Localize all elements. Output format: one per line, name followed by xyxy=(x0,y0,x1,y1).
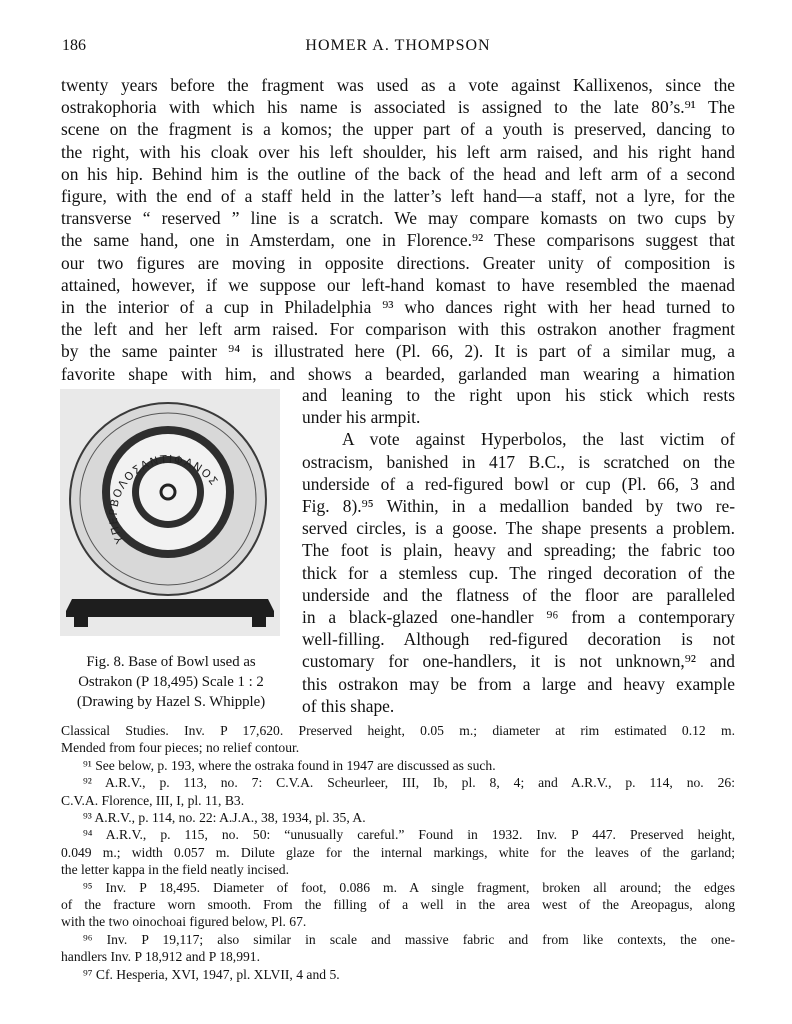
column-line: Fig. 8).⁹⁵ Within, in a medallion banded by two re- xyxy=(302,496,735,517)
footnote-91: ⁹¹ See below, p. 193, where the ostraka found in 1947 are discussed as such. xyxy=(83,757,496,773)
footnote-line: Classical Studies. Inv. P 17,620. Preserved height, 0.05 m.; diameter at rim estimated 0.12 m. xyxy=(61,723,735,738)
body-line: ostrakophoria with which his name is associated is assigned to the late 80’s.⁹¹ The xyxy=(61,97,735,118)
caption-line: Fig. 8. Base of Bowl used as xyxy=(86,654,256,670)
footnote-line: 0.049 m.; width 0.057 m. Dilute glaze for the internal markings, white for the leaves of the garland; xyxy=(61,844,735,860)
body-line: twenty years before the fragment was used as a vote against Kallixenos, since the xyxy=(61,75,735,95)
footnotes xyxy=(61,722,735,983)
body-line: in the interior of a cup in Philadelphia ⁹³ who dances right with her head turned to xyxy=(61,297,735,318)
column-line: The foot is plain, heavy and spreading; the fabric too xyxy=(302,540,735,561)
column-line: A vote against Hyperbolos, the last victim of xyxy=(342,429,735,450)
bowl-base-drawing xyxy=(60,389,280,636)
body-line: favorite shape with him, and shows a bearded, garlanded man wearing a himation xyxy=(61,363,735,384)
footnote-94: ⁹⁴ A.R.V., p. 115, no. 50: “unusually careful.” Found in 1932. Inv. P 447. Preserved height, xyxy=(83,827,735,843)
footnote-line: of the fracture worn smooth. From the filling of a well in the area west of the Areopagus, along xyxy=(61,897,735,913)
caption-line: (Drawing by Hazel S. Whipple) xyxy=(76,694,266,710)
column-line: well-filling. Although red-figured decoration is not xyxy=(302,629,735,650)
column-text xyxy=(302,384,735,717)
footnote-line: Mended from four pieces; no relief contour. xyxy=(61,740,300,756)
column-line: and leaning to the right upon his stick which rests xyxy=(302,385,735,405)
column-line: ostracism, banished in 417 B.C., is scratched on the xyxy=(302,451,735,472)
footnote-line: handlers Inv. P 18,912 and P 18,991. xyxy=(61,949,260,965)
body-line: the right, with his cloak over his left shoulder, his left arm raised, and his right hand xyxy=(61,141,735,162)
column-line: in a black-glazed one-handler ⁹⁶ from a contemporary xyxy=(302,607,735,628)
footnote-92: ⁹² A.R.V., p. 113, no. 7: C.V.A. Scheurleer, III, Ib, pl. 8, 4; and A.R.V., p. 114, no. 26: xyxy=(83,775,735,791)
running-title: HOMER A. THOMPSON xyxy=(305,37,491,54)
body-text xyxy=(61,74,735,385)
body-line: the same hand, one in Amsterdam, one in Florence.⁹² These comparisons suggest that xyxy=(61,230,735,251)
column-line: underside and the flatness of the floor are paralleled xyxy=(302,584,735,605)
caption-line: Ostrakon (P 18,495) Scale 1 : 2 xyxy=(78,674,264,690)
column-line: served circles, is a goose. The shape presents a problem. xyxy=(302,518,735,539)
footnote-line: the letter kappa in the field neatly incised. xyxy=(61,862,289,878)
figure-8-drawing xyxy=(60,389,280,636)
body-line: the left and her left arm raised. For comparison with this ostrakon another fragment xyxy=(61,319,735,340)
footnote-93: ⁹³ A.R.V., p. 114, no. 22: A.J.A., 38, 1934, pl. 35, A. xyxy=(83,810,366,826)
body-line: transverse “ reserved ” line is a scratch. We may compare komasts on two cups by xyxy=(61,208,735,229)
column-line: underside of a red-figured bowl or cup (Pl. 66, 3 and xyxy=(302,473,735,494)
column-line: of this shape. xyxy=(302,695,395,716)
column-line: thick for a stemless cup. The ringed decoration of the xyxy=(302,562,735,583)
body-line: our two figures are moving in opposite directions. Greater unity of composition is xyxy=(61,252,735,273)
footnote-line: with the two oinochoai figured below, Pl. 67. xyxy=(61,914,307,930)
page-number: 186 xyxy=(62,37,86,54)
column-line: customary for one-handlers, it is not unknown,⁹² and xyxy=(302,651,735,672)
body-line: on his hip. Behind him is the outline of the back of the head and left arm of a second xyxy=(61,163,735,184)
body-line: by the same painter ⁹⁴ is illustrated here (Pl. 66, 2). It is part of a similar mug, a xyxy=(61,341,735,362)
body-line: figure, with the end of a staff held in the latter’s left hand—a staff, not a lyre, for the xyxy=(61,186,735,207)
body-line: scene on the fragment is a komos; the upper part of a youth is preserved, dancing to xyxy=(61,119,735,140)
column-line: this ostrakon may be from a large and heavy example xyxy=(302,673,735,694)
footnote-line: C.V.A. Florence, III, I, pl. 11, B3. xyxy=(61,792,245,808)
footnote-97: ⁹⁷ Cf. Hesperia, XVI, 1947, pl. XLVII, 4 and 5. xyxy=(83,966,340,982)
column-line: under his armpit. xyxy=(302,407,421,428)
footnote-95: ⁹⁵ Inv. P 18,495. Diameter of foot, 0.086 m. A single fragment, broken all around; the edges xyxy=(83,879,735,895)
footnote-96: ⁹⁶ Inv. P 19,117; also similar in scale and massive fabric and from like contexts, the one- xyxy=(83,931,735,947)
page-header xyxy=(62,37,734,59)
figure-caption xyxy=(60,652,282,712)
figure-inscription: ΥΠΕΡΒΟΛΟΣΑΝΤΙΦΑΝΟΣ xyxy=(106,452,221,546)
body-line: attained, however, if we suppose our left-hand komast to have resembled the maenad xyxy=(61,274,735,295)
